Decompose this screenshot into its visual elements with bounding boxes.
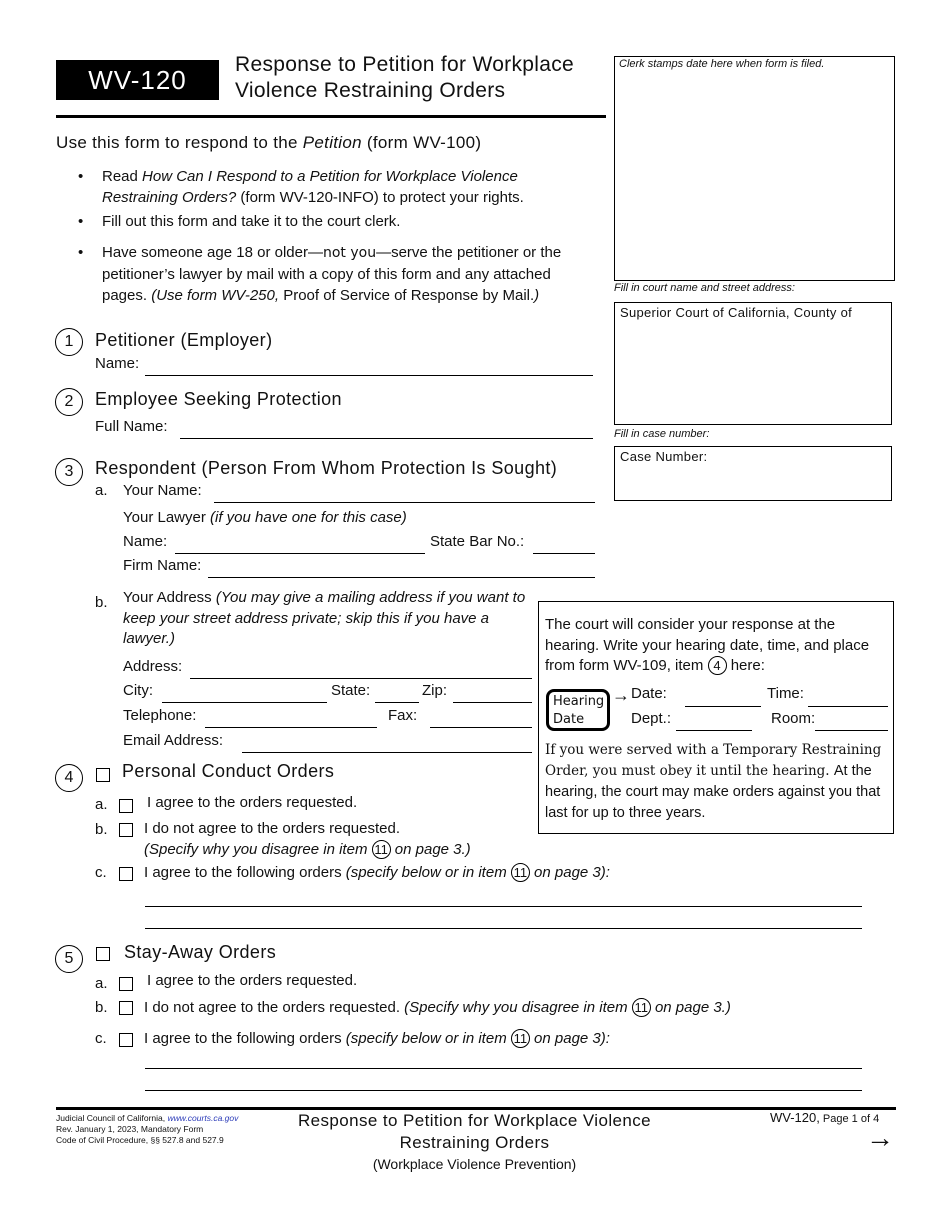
lawyer-name-field[interactable] <box>175 553 425 554</box>
bullet3-post: —serve the petitioner or the petitioner’s lawyer by mail with a copy of this form and any attached pages. <box>102 244 562 304</box>
intro-heading <box>56 133 481 153</box>
item-2-title: Employee Seeking Protection <box>95 389 342 409</box>
item-5b-ital-post: on page 3.) <box>650 999 731 1016</box>
intro-heading-ital: Petition <box>302 133 362 152</box>
item-4b-item-ref: 11 <box>372 840 391 859</box>
footer-council-line <box>56 1113 238 1124</box>
title-divider <box>56 115 606 118</box>
hearing-note-pre: If you were served with a Temporary Restraining Order, you must obey it until the hearing. <box>545 742 882 779</box>
lawyer-name-label: Name: <box>123 533 168 550</box>
item-5c-line-2[interactable] <box>145 1090 862 1091</box>
hearing-date-label: Date: <box>631 685 667 702</box>
bullet1-post: (form WV-120-INFO) to protect your rights. <box>236 189 524 206</box>
item-5b-item-ref: 11 <box>632 998 651 1017</box>
form-title-line2: Violence Restraining Orders <box>235 79 506 102</box>
footer-website-link[interactable]: www.courts.ca.gov <box>167 1113 239 1123</box>
hearing-dept-field[interactable] <box>676 730 752 731</box>
fax-label: Fax: <box>388 707 418 724</box>
item-4b-note-post: on page 3.) <box>390 841 471 858</box>
footer-subtitle: (Workplace Violence Prevention) <box>372 1156 577 1172</box>
hearing-note-post: At the hearing, the court may make orders against you that last for up to three years. <box>545 763 881 821</box>
badge-line-2: Date <box>553 712 585 727</box>
item-4-number: 4 <box>55 764 83 792</box>
footer-form-code: WV-120, <box>770 1110 820 1125</box>
hearing-time-field[interactable] <box>808 706 888 707</box>
case-fill-label: Fill in case number: <box>614 428 710 440</box>
firm-name-field[interactable] <box>208 577 595 578</box>
email-field[interactable] <box>242 752 532 753</box>
intro-bullet-2 <box>102 211 582 232</box>
item-5b-text <box>144 998 731 1017</box>
email-label: Email Address: <box>123 732 224 749</box>
item-4c-text-main: I agree to the following orders <box>144 864 346 881</box>
hearing-intro-post: here: <box>726 657 765 674</box>
address-label: Address: <box>123 658 183 675</box>
case-number-field[interactable] <box>614 446 892 501</box>
hearing-date-field[interactable] <box>685 706 761 707</box>
item-5-checkbox[interactable] <box>96 947 110 961</box>
item-4a-text: I agree to the orders requested. <box>147 794 358 811</box>
bullet1-ital: How Can I Respond to a Petition for Workplace Violence Restraining Orders? <box>102 168 518 206</box>
item-3a-letter: a. <box>95 482 108 499</box>
item-5c-ital-post: on page 3): <box>529 1030 610 1047</box>
hearing-item-number: 4 <box>708 656 727 675</box>
item-5c-item-ref: 11 <box>511 1029 530 1048</box>
intro-heading-post: (form WV-100) <box>361 133 482 152</box>
footer-page: Page 1 of 4 <box>819 1113 880 1125</box>
clerk-stamp-box <box>614 56 895 281</box>
zip-field[interactable] <box>453 702 532 703</box>
bullet2-text: Fill out this form and take it to the court clerk. <box>102 213 401 230</box>
hearing-info-box <box>538 601 894 834</box>
footer-rev: Rev. January 1, 2023, Mandatory Form <box>56 1124 204 1134</box>
item-4c-line-2[interactable] <box>145 928 862 929</box>
bullet3-ital1: (Use form WV-250, <box>151 287 280 304</box>
petitioner-name-label: Name: <box>95 355 140 372</box>
state-field[interactable] <box>375 702 419 703</box>
item-5c-text <box>144 1029 610 1048</box>
bullet1-pre: Read <box>102 168 143 185</box>
item-4b-note <box>144 840 471 859</box>
item-4b-note-pre: (Specify why you disagree in item <box>144 841 372 858</box>
item-4a-letter: a. <box>95 796 108 813</box>
case-number-label: Case Number: <box>620 449 708 464</box>
item-4c-line-1[interactable] <box>145 906 862 907</box>
your-lawyer-label <box>123 509 407 526</box>
state-bar-field[interactable] <box>533 553 595 554</box>
bullet3-ital2: ) <box>534 287 540 304</box>
intro-bullet-3 <box>102 242 582 306</box>
footer-code: Code of Civil Procedure, §§ 527.8 and 527.9 <box>56 1135 224 1145</box>
footer-legal <box>56 1113 238 1146</box>
item-4-checkbox[interactable] <box>96 768 110 782</box>
employee-name-label: Full Name: <box>95 418 168 435</box>
item-3-title: Respondent (Person From Whom Protection Is Sought) <box>95 458 558 478</box>
city-field[interactable] <box>162 702 327 703</box>
next-page-arrow-icon[interactable]: → <box>866 1122 894 1153</box>
item-4c-checkbox[interactable] <box>119 867 133 881</box>
item-5b-letter: b. <box>95 999 108 1016</box>
form-title <box>235 52 574 104</box>
state-label: State: <box>331 682 371 699</box>
court-name-field[interactable] <box>614 302 892 425</box>
item-5-title: Stay-Away Orders <box>124 942 277 962</box>
hearing-room-label: Room: <box>771 710 816 727</box>
hearing-date-badge <box>546 689 610 731</box>
employee-name-field[interactable] <box>180 438 593 439</box>
item-4b-checkbox[interactable] <box>119 823 133 837</box>
petitioner-name-field[interactable] <box>145 375 593 376</box>
address-field[interactable] <box>190 678 532 679</box>
item-4b-letter: b. <box>95 821 108 838</box>
footer-title-line1: Response to Petition for Workplace Violence <box>298 1111 651 1130</box>
item-5c-letter: c. <box>95 1030 107 1047</box>
your-name-field[interactable] <box>214 502 595 503</box>
zip-label: Zip: <box>422 682 448 699</box>
telephone-field[interactable] <box>205 727 377 728</box>
hearing-room-field[interactable] <box>815 730 888 731</box>
item-4-title: Personal Conduct Orders <box>122 761 335 781</box>
item-4c-item-ref: 11 <box>511 863 530 882</box>
item-4a-checkbox[interactable] <box>119 799 133 813</box>
state-bar-label: State Bar No.: <box>430 533 525 550</box>
bullet3-not-you: not you <box>322 245 377 261</box>
address-label-ital: (You may give a mailing address if you want to keep your street address private; skip this if you have a lawyer.) <box>123 589 526 647</box>
footer-council: Judicial Council of California, <box>56 1113 168 1123</box>
arrow-icon: → <box>612 685 630 705</box>
hearing-note <box>545 740 889 824</box>
court-name-text: Superior Court of California, County of <box>620 305 853 320</box>
city-label: City: <box>123 682 153 699</box>
telephone-label: Telephone: <box>123 707 197 724</box>
item-4c-text <box>144 863 610 882</box>
item-4c-ital-post: on page 3): <box>529 864 610 881</box>
item-5a-checkbox[interactable] <box>119 977 133 991</box>
hearing-time-label: Time: <box>767 685 804 702</box>
court-fill-label: Fill in court name and street address: <box>614 282 795 294</box>
item-3b-letter: b. <box>95 594 108 611</box>
item-5c-line-1[interactable] <box>145 1068 862 1069</box>
bullet3-pre: Have someone age 18 or older— <box>102 244 323 261</box>
footer-title <box>262 1110 687 1174</box>
item-4c-ital-pre: (specify below or in item <box>345 864 511 881</box>
item-5b-text-main: I do not agree to the orders requested. <box>144 999 405 1016</box>
item-3-number: 3 <box>55 458 83 486</box>
form-code: WV-120 <box>56 60 219 100</box>
hearing-dept-label: Dept.: <box>631 710 672 727</box>
form-title-line1: Response to Petition for Workplace <box>235 53 574 76</box>
item-4c-letter: c. <box>95 864 107 881</box>
item-2-number: 2 <box>55 388 83 416</box>
intro-heading-pre: Use this form to respond to the <box>56 133 303 152</box>
footer-title-line2: Restraining Orders <box>399 1133 550 1152</box>
hearing-intro <box>545 615 889 677</box>
item-5b-ital-pre: (Specify why you disagree in item <box>404 999 632 1016</box>
item-4b-text: I do not agree to the orders requested. <box>144 820 401 837</box>
lawyer-label-text: Your Lawyer <box>123 509 210 526</box>
item-5a-letter: a. <box>95 975 108 992</box>
item-5c-text-main: I agree to the following orders <box>144 1030 346 1047</box>
bullet3-norm: Proof of Service of Response by Mail. <box>279 287 535 304</box>
fax-field[interactable] <box>430 727 532 728</box>
item-5c-ital-pre: (specify below or in item <box>345 1030 511 1047</box>
item-1-number: 1 <box>55 328 83 356</box>
your-name-label: Your Name: <box>123 482 202 499</box>
item-5-number: 5 <box>55 945 83 973</box>
badge-line-1: Hearing <box>553 694 605 709</box>
lawyer-label-ital: (if you have one for this case) <box>210 509 407 526</box>
address-label-text: Your Address <box>123 589 216 606</box>
item-5c-checkbox[interactable] <box>119 1033 133 1047</box>
item-5a-text: I agree to the orders requested. <box>147 972 358 989</box>
hearing-intro-pre: The court will consider your response at the hearing. Write your hearing date, time, and place from form WV-109, item <box>545 616 870 674</box>
item-1-title: Petitioner (Employer) <box>95 330 273 350</box>
firm-name-label: Firm Name: <box>123 557 202 574</box>
footer-page-info <box>770 1110 879 1125</box>
item-5b-checkbox[interactable] <box>119 1001 133 1015</box>
clerk-stamp-label: Clerk stamps date here when form is filed. <box>619 58 825 70</box>
intro-bullet-1 <box>102 166 582 208</box>
your-address-label <box>123 588 533 650</box>
